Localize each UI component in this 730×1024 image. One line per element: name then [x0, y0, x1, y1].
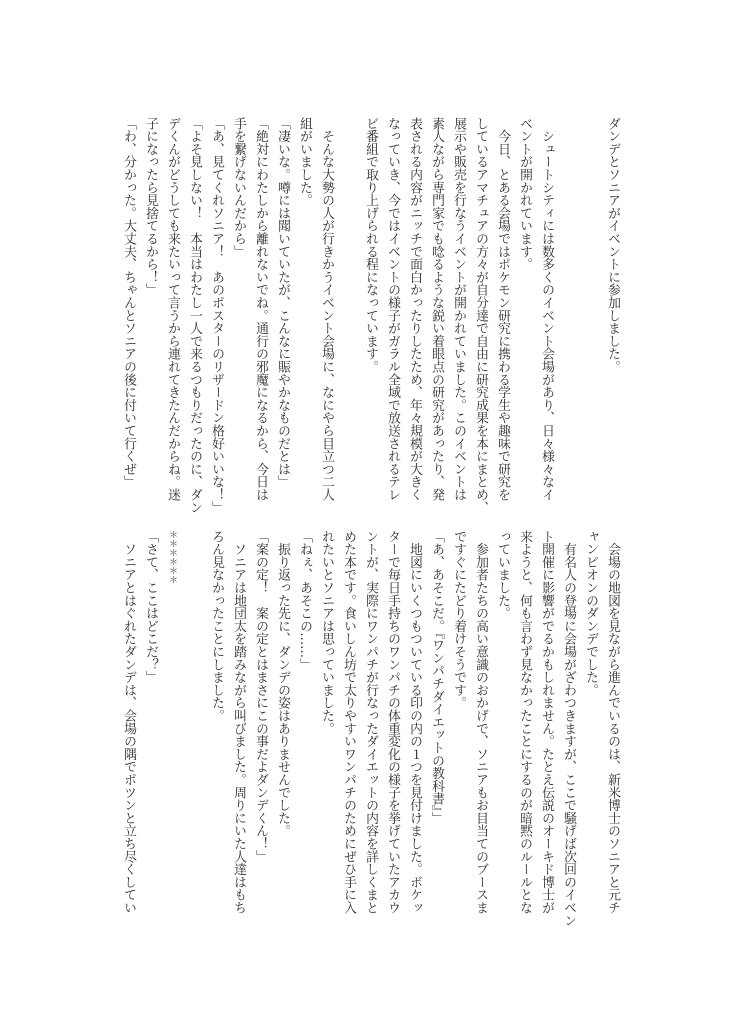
- text-line: ソニアは地団太を踏みながら叫びました。周りにいた人達はもち: [231, 530, 246, 914]
- dialogue-line: 「ねぇ、あそこの……」: [297, 530, 312, 671]
- text-line: ビ番組で取り上げられる程になっています。: [363, 117, 378, 373]
- dialogue-line: 「よそ見しない！ 本当はわたし一人で来るつもりだったのに、ダン: [187, 117, 202, 514]
- text-line: 展示や販売を行なうイベントが開かれていました。このイベントは: [451, 117, 466, 501]
- text-line: れたいとソニアは思っていました。: [319, 530, 334, 735]
- dialogue-line: 「案の定！ 案の定とはまさにこの事だよダンデくん！」: [253, 530, 268, 863]
- dialogue-line: 手を繋げないんだから」: [231, 117, 246, 258]
- text-line: 今日、とある会場ではポケモン研究に携わる学生や趣味で研究を: [495, 117, 510, 501]
- text-line: ントが、実際にワンパチが行なったダイエットの内容を詳しくまと: [363, 530, 378, 914]
- text-line: そんな大勢の人が行きかうイベント会場に、なにやら目立つ二人: [319, 117, 334, 501]
- text-line: しているアマチュアの方々が自分達で自由に研究成果を本にまとめ、: [473, 117, 488, 514]
- story-title: ダンデとソニアがイベントに参加しました。: [605, 117, 620, 373]
- dialogue-line: 「凄いな。噂には聞いていたが、こんなに賑やかなものだとは」: [275, 117, 290, 489]
- text-line: 来ようと、何も言わず見なかったことにするのが暗黙のルールとな: [517, 530, 532, 914]
- text-line: ベントが開かれています。: [517, 117, 532, 271]
- blank-line: [337, 117, 359, 517]
- scene-separator: ＊＊＊＊＊＊: [167, 530, 177, 584]
- dialogue-line: 「あ、見てくれソニア！ あのポスターのリザードン格好いいな！」: [209, 117, 224, 514]
- blank-line: [557, 117, 579, 517]
- text-line: ろん見なかったことにしました。: [209, 530, 224, 722]
- text-line: 素人ながら専門家でも唸るような鋭い着眼点の研究があったり、発: [429, 117, 444, 501]
- text-line: めた本です。食いしん坊で太りやすいワンパチのためにぜひ手に入: [341, 530, 356, 914]
- text-line: ターで毎日手持ちのワンパチの体重変化の様子を挙げていたアカウ: [385, 530, 400, 914]
- text-line: ソニアとはぐれたダンデは、会場の隅でポツンと立ち尽くしてい: [121, 530, 136, 914]
- text-line: 会場の地図を見ながら進んでいるのは、新米博士のソニアと元チ: [605, 530, 620, 914]
- text-line: 組がいました。: [297, 117, 312, 207]
- dialogue-line: 「わ、分かった。大丈夫、ちゃんとソニアの後に付いて行くぜ」: [121, 117, 136, 489]
- text-line: ですぐにたどり着けそうです。: [451, 530, 466, 710]
- top-text-block: [117, 117, 623, 517]
- blank-line: [579, 117, 601, 517]
- text-line: ト開催に影響がでるかもしれません。たとえ伝説のオーキド博士が: [539, 530, 554, 914]
- text-line: 有名人の登場に会場がざわつきますが、ここで騒げば次回のイベン: [561, 530, 576, 927]
- dialogue-line: デくんがどうしても来たいって言うから連れてきたんだからね。迷: [165, 117, 180, 501]
- dialogue-line: 「さて、ここはどこだ？」: [143, 530, 158, 684]
- text-line: なっていき、今ではイベントの様子がガラル全域で放送されるテレ: [385, 117, 400, 501]
- text-line: 参加者たちの高い意識のおかげで、ソニアもお目当てのブースま: [473, 530, 488, 914]
- dialogue-line: 「絶対にわたしから離れないでね。通行の邪魔になるから、今日は: [253, 117, 268, 501]
- text-line: 振り返った先に、ダンデの姿はありませんでした。: [275, 530, 290, 838]
- blank-line: [183, 530, 205, 930]
- text-line: ャンピオンのダンデでした。: [583, 530, 598, 697]
- dialogue-line: 子になったら見捨てるから！」: [143, 117, 158, 297]
- text-line: 表される内容がニッチで面白かったりしたため、年々規模が大きく: [407, 117, 422, 501]
- bottom-text-block: [117, 530, 623, 930]
- text-line: っていました。: [495, 530, 510, 620]
- text-line: シュートシティには数多くのイベント会場があり、日々様々なイ: [539, 117, 554, 501]
- dialogue-line: 「あ、あそこだ。『ワンパチダイエットの教科書』」: [429, 530, 444, 825]
- text-line: 地図にいくつもついている印の内の１つを見付けました。ボケッ: [407, 530, 422, 914]
